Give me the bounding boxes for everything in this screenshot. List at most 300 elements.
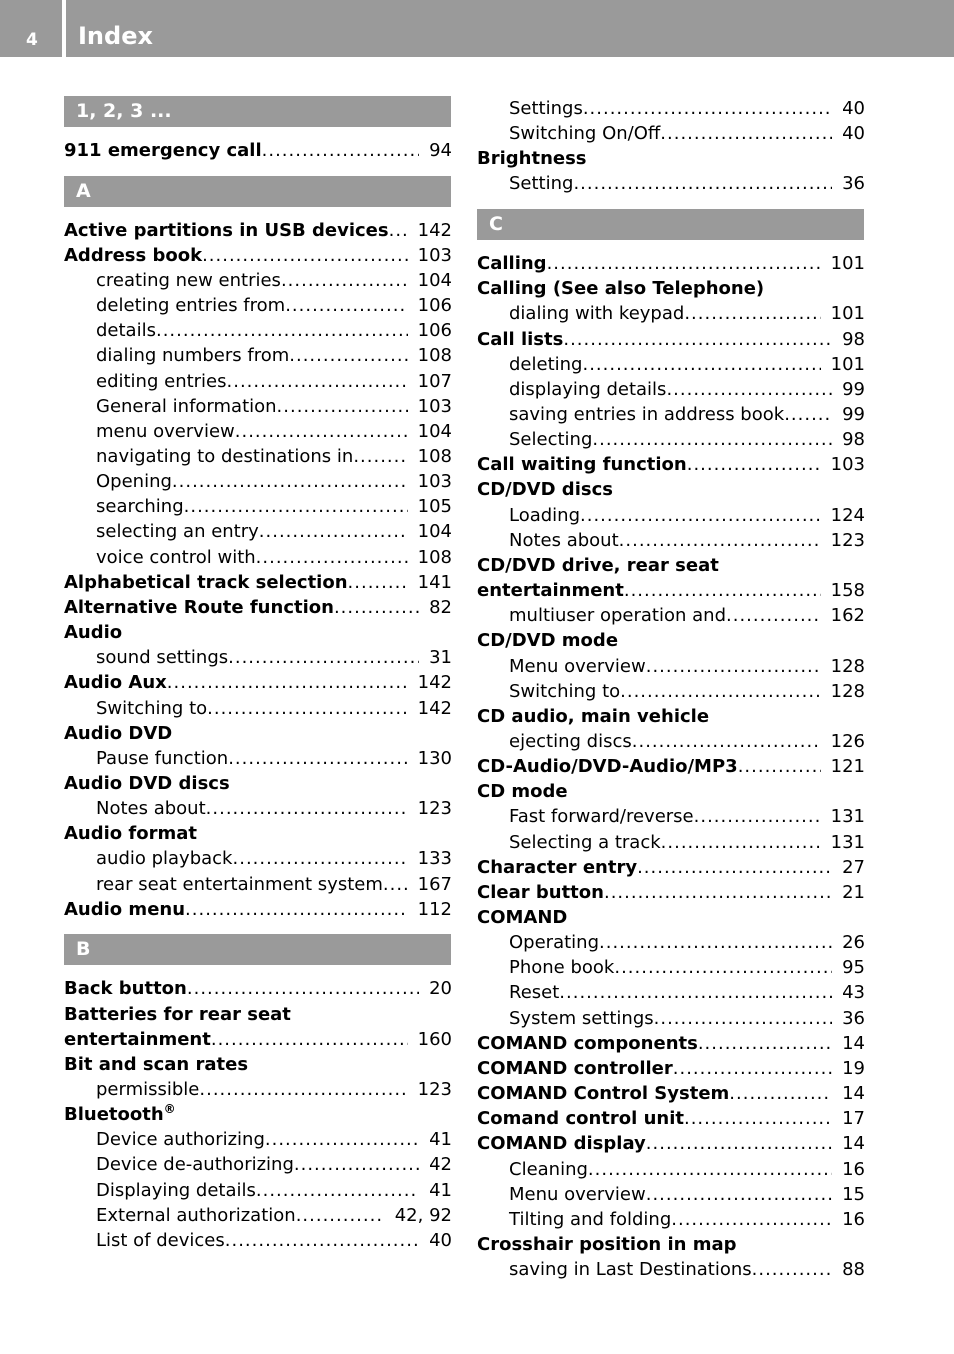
entry-label: searching (96, 496, 184, 518)
index-entry (477, 704, 865, 729)
dot-leader (694, 804, 821, 829)
page-reference[interactable]: 14 (842, 1133, 865, 1155)
index-entry (64, 897, 452, 922)
index-entry (64, 218, 452, 243)
dot-leader (167, 670, 408, 695)
page-reference[interactable]: 123 (417, 1078, 452, 1100)
index-subentry (96, 318, 452, 343)
dot-leader (296, 1203, 385, 1228)
page-reference[interactable]: 41 (429, 1129, 452, 1151)
index-entry (64, 976, 452, 1001)
dot-leader (228, 645, 419, 670)
dot-leader (184, 494, 408, 519)
dot-leader (752, 1257, 832, 1282)
dot-leader (199, 1077, 407, 1102)
page-reference[interactable]: 142 (417, 697, 452, 719)
page-reference[interactable]: 104 (417, 269, 452, 291)
page-reference[interactable]: 123 (830, 529, 865, 551)
dot-leader (599, 930, 832, 955)
dot-leader (294, 1152, 419, 1177)
dot-leader (624, 578, 821, 603)
entry-label: voice control with (96, 546, 256, 568)
entry-label: entertainment (64, 1028, 211, 1050)
page-reference[interactable]: 121 (830, 756, 865, 778)
page-reference[interactable]: 128 (830, 655, 865, 677)
entry-label: Loading (509, 504, 581, 526)
index-subentry (96, 268, 452, 293)
page-reference[interactable]: 130 (417, 747, 452, 769)
page-reference[interactable]: 19 (842, 1057, 865, 1079)
index-entry (477, 1056, 865, 1081)
dot-leader (673, 1056, 832, 1081)
entry-label: Switching On/Off (509, 123, 661, 145)
entry-label: Audio Aux (64, 672, 167, 694)
index-subentry (96, 846, 452, 871)
dot-leader (573, 171, 832, 196)
dot-leader (726, 603, 821, 628)
index-subentry (509, 955, 865, 980)
index-entry (477, 1106, 865, 1131)
page-reference[interactable]: 124 (830, 504, 865, 526)
entry-label: saving entries in address book (509, 404, 785, 425)
index-subentry (509, 377, 865, 402)
entry-label: dialing with keypad (509, 303, 685, 325)
entry-label: Audio DVD (64, 722, 173, 744)
index-entry (477, 553, 865, 578)
entry-label: Notes about (509, 529, 619, 551)
dot-leader (225, 1228, 419, 1253)
dot-leader (698, 1031, 832, 1056)
index-subentry (509, 930, 865, 955)
index-entry (477, 578, 865, 603)
page-reference[interactable]: 98 (842, 429, 865, 451)
index-subentry (509, 830, 865, 855)
dot-leader (620, 679, 821, 704)
page-reference[interactable]: 21 (842, 881, 865, 903)
page-reference[interactable]: 103 (417, 395, 452, 417)
page-reference[interactable]: 26 (842, 932, 865, 954)
entry-label: displaying details (509, 378, 667, 400)
page-reference[interactable]: 95 (842, 957, 865, 979)
entry-label: Call lists (477, 328, 564, 350)
dot-leader (228, 746, 407, 771)
dot-leader (646, 1131, 832, 1156)
page-reference[interactable]: 141 (417, 571, 452, 593)
index-subentry (96, 343, 452, 368)
entry-label: Opening (96, 471, 172, 493)
page-reference[interactable]: 88 (842, 1259, 865, 1281)
index-subentry (96, 1077, 452, 1102)
page-header (0, 0, 954, 57)
entry-label: COMAND controller (477, 1057, 673, 1079)
entry-label: permissible (96, 1078, 200, 1100)
dot-leader (592, 427, 832, 452)
index-entry (64, 138, 452, 163)
entry-label: CD/DVD mode (477, 630, 619, 652)
index-entry (64, 721, 452, 746)
page-number: 4 (26, 30, 38, 50)
index-entry (64, 771, 452, 796)
section-header: 1, 2, 3 ... (64, 96, 451, 127)
page-reference[interactable]: 142 (417, 219, 452, 241)
page-reference[interactable]: 101 (830, 253, 865, 275)
section-header: C (477, 209, 864, 240)
page-reference[interactable]: 104 (417, 420, 452, 442)
page-reference[interactable]: 43 (842, 982, 865, 1004)
entry-label: deleting (509, 353, 583, 375)
dot-leader (262, 138, 419, 163)
index-entry (64, 243, 452, 268)
index-subentry (509, 729, 865, 754)
dot-leader (277, 394, 408, 419)
index-entry (477, 327, 865, 352)
index-entry (477, 276, 865, 301)
index-entry (64, 620, 452, 645)
page-reference[interactable]: 15 (842, 1183, 865, 1205)
entry-label: Tilting and folding (509, 1208, 672, 1230)
index-subentry (509, 1257, 865, 1282)
page-reference[interactable]: 40 (842, 98, 865, 119)
dot-leader (265, 1127, 419, 1152)
page-reference[interactable]: 131 (830, 831, 865, 853)
entry-label: Switching to (96, 697, 208, 719)
dot-leader (687, 452, 821, 477)
dot-leader (256, 1178, 419, 1203)
page-reference[interactable]: 142 (417, 672, 452, 694)
entry-label: COMAND (477, 907, 568, 928)
dot-leader (614, 955, 832, 980)
entry-label: editing entries (96, 370, 227, 392)
index-subentry (509, 1157, 865, 1182)
index-subentry (96, 419, 452, 444)
dot-leader (256, 545, 408, 570)
page-reference[interactable]: 40 (429, 1229, 452, 1251)
page-reference[interactable]: 126 (830, 730, 865, 752)
page-reference[interactable]: 14 (842, 1032, 865, 1054)
page-reference[interactable]: 123 (417, 798, 452, 820)
index-entry (477, 880, 865, 905)
dot-leader (583, 96, 832, 121)
page-reference[interactable]: 42 (429, 1154, 452, 1176)
dot-leader (559, 980, 832, 1005)
index-entry (64, 1027, 452, 1052)
page-reference[interactable]: 27 (842, 856, 865, 878)
index-subentry (96, 369, 452, 394)
dot-leader (383, 872, 408, 897)
dot-leader (289, 343, 407, 368)
entry-label: audio playback (96, 848, 233, 870)
entry-label: Audio (64, 622, 123, 644)
page-reference[interactable]: 103 (417, 471, 452, 493)
entry-label: Cleaning (509, 1158, 588, 1180)
entry-label: multiuser operation and (509, 605, 726, 627)
dot-leader (588, 1157, 832, 1182)
entry-label: rear seat entertainment system (96, 873, 383, 895)
page-reference[interactable]: 36 (842, 173, 865, 195)
entry-label: selecting an entry (96, 521, 259, 543)
page-reference[interactable]: 162 (830, 605, 865, 627)
page-reference[interactable]: 20 (429, 978, 452, 1000)
index-subentry (96, 469, 452, 494)
page-reference[interactable]: 41 (429, 1179, 452, 1201)
dot-leader (156, 318, 408, 343)
entry-label: Back button (64, 978, 187, 1000)
entry-label: entertainment (477, 580, 624, 602)
index-entry (477, 628, 865, 653)
page-reference[interactable]: 158 (830, 580, 865, 602)
index-entry (477, 452, 865, 477)
index-entry (477, 1131, 865, 1156)
index-entry (477, 1031, 865, 1056)
page-reference[interactable]: 112 (417, 898, 452, 920)
page-reference[interactable]: 99 (842, 378, 865, 400)
dot-leader (729, 1081, 832, 1106)
dot-leader (684, 1106, 832, 1131)
page-reference[interactable]: 108 (417, 446, 452, 467)
dot-leader (580, 503, 821, 528)
index-subentry (509, 980, 865, 1005)
dot-leader (738, 754, 821, 779)
index-subentry (509, 1207, 865, 1232)
entry-label: details (96, 320, 156, 342)
entry-label: Device authorizing (96, 1129, 265, 1151)
entry-label: navigating to destinations in (96, 446, 354, 467)
index-entry (477, 1232, 865, 1257)
entry-label: Fast forward/reverse (509, 806, 694, 828)
index-entry (64, 821, 452, 846)
page-reference[interactable]: 106 (417, 320, 452, 342)
page-reference[interactable]: 107 (417, 370, 452, 392)
index-subentry (96, 746, 452, 771)
index-subentry (96, 1127, 452, 1152)
index-entry (477, 146, 865, 171)
entry-label: Pause function (96, 747, 229, 769)
index-subentry (96, 1203, 452, 1228)
entry-label: Call waiting function (477, 454, 687, 476)
entry-label: CD mode (477, 781, 568, 803)
dot-leader (619, 528, 821, 553)
header-divider (62, 0, 66, 57)
index-subentry (96, 1178, 452, 1203)
dot-leader (660, 121, 832, 146)
index-subentry (96, 394, 452, 419)
dot-leader (389, 218, 408, 243)
dot-leader (348, 570, 408, 595)
index-entry (64, 1002, 452, 1027)
entry-label: CD/DVD drive, rear seat (477, 554, 719, 576)
entry-label: Menu overview (509, 655, 646, 677)
entry-label: Bluetooth® (64, 1102, 176, 1126)
page-reference[interactable]: 103 (417, 244, 452, 266)
page-reference[interactable]: 16 (842, 1208, 865, 1230)
entry-label: Menu overview (509, 1183, 646, 1205)
registered-mark: ® (163, 1102, 176, 1117)
index-subentry (509, 301, 865, 326)
index-entry (477, 779, 865, 804)
dot-leader (202, 243, 408, 268)
dot-leader (684, 301, 820, 326)
page-reference[interactable]: 103 (830, 454, 865, 476)
entry-label: Address book (64, 244, 203, 266)
index-subentry (509, 804, 865, 829)
entry-label: Displaying details (96, 1179, 256, 1201)
page-reference[interactable]: 104 (417, 521, 452, 543)
dot-leader (671, 1207, 832, 1232)
dot-leader (281, 268, 408, 293)
index-subentry (509, 171, 865, 196)
entry-label: COMAND Control System (477, 1083, 730, 1105)
index-entry (477, 754, 865, 779)
index-entry (64, 1052, 452, 1077)
page-reference[interactable]: 14 (842, 1083, 865, 1105)
entry-label: CD/DVD discs (477, 479, 613, 501)
dot-leader (666, 377, 832, 402)
entry-label: Operating (509, 932, 599, 954)
index-subentry (509, 1006, 865, 1031)
page-title: Index (78, 22, 153, 50)
index-entry (477, 477, 865, 502)
index-subentry (509, 352, 865, 377)
index-subentry (509, 603, 865, 628)
entry-label: 911 emergency call (64, 140, 262, 161)
entry-label: Audio format (64, 823, 198, 845)
page-reference[interactable]: 133 (417, 848, 452, 870)
page-reference[interactable]: 42, 92 (394, 1204, 452, 1226)
index-subentry (509, 679, 865, 704)
entry-label: dialing numbers from (96, 345, 290, 367)
page-reference[interactable]: 36 (842, 1007, 865, 1029)
page-reference[interactable]: 40 (842, 123, 865, 145)
index-subentry (509, 427, 865, 452)
dot-leader (353, 444, 407, 469)
dot-leader (646, 1182, 832, 1207)
dot-leader (227, 369, 408, 394)
entry-label: System settings (509, 1007, 654, 1029)
index-subentry (96, 645, 452, 670)
entry-label: Calling (477, 253, 547, 275)
page-reference[interactable]: 98 (842, 328, 865, 350)
page-reference[interactable]: 106 (417, 295, 452, 317)
entry-label: Device de-authorizing (96, 1154, 294, 1176)
entry-label: Clear button (477, 881, 604, 903)
entry-label: Selecting (509, 429, 593, 451)
page-reference[interactable]: 101 (830, 353, 865, 375)
section-header: A (64, 176, 451, 207)
page-reference[interactable]: 99 (842, 404, 865, 425)
page-reference[interactable]: 31 (429, 647, 452, 669)
page-reference[interactable]: 131 (830, 806, 865, 828)
index-entry (64, 570, 452, 595)
dot-leader (235, 419, 408, 444)
entry-label: List of devices (96, 1229, 225, 1251)
page-reference[interactable]: 101 (830, 303, 865, 325)
index-entry (64, 670, 452, 695)
entry-label: sound settings (96, 647, 229, 669)
index-subentry (509, 654, 865, 679)
index-entry (477, 855, 865, 880)
page-reference[interactable]: 82 (429, 596, 452, 618)
index-subentry (96, 872, 452, 897)
index-subentry (96, 696, 452, 721)
entry-label: Alphabetical track selection (64, 571, 348, 593)
entry-label: General information (96, 395, 277, 417)
page-reference[interactable]: 94 (429, 140, 452, 161)
dot-leader (211, 1027, 408, 1052)
entry-label: COMAND components (477, 1032, 698, 1054)
entry-label: Audio menu (64, 898, 186, 920)
dot-leader (604, 880, 832, 905)
index-subentry (96, 444, 452, 469)
entry-label: COMAND display (477, 1133, 646, 1155)
dot-leader (661, 830, 821, 855)
dot-leader (784, 402, 832, 427)
entry-label: Phone book (509, 957, 615, 979)
entry-label: Bit and scan rates (64, 1053, 249, 1075)
entry-label: Notes about (96, 798, 206, 820)
dot-leader (206, 796, 408, 821)
entry-label: CD-Audio/DVD-Audio/MP3 (477, 756, 738, 778)
dot-leader (334, 595, 419, 620)
entry-label: creating new entries (96, 269, 281, 291)
index-subentry (509, 96, 865, 121)
index-subentry (96, 1152, 452, 1177)
index-subentry (509, 503, 865, 528)
entry-label: saving in Last Destinations (509, 1259, 752, 1281)
dot-leader (207, 696, 408, 721)
entry-label: External authorization (96, 1204, 296, 1226)
index-subentry (96, 796, 452, 821)
page-reference[interactable]: 167 (417, 873, 452, 895)
page-reference[interactable]: 160 (417, 1028, 452, 1050)
entry-label: menu overview (96, 420, 235, 442)
entry-label: Comand control unit (477, 1108, 684, 1130)
index-entry (64, 595, 452, 620)
entry-label: Batteries for rear seat (64, 1003, 291, 1025)
dot-leader (185, 897, 408, 922)
index-entry (477, 251, 865, 276)
page-reference[interactable]: 108 (417, 546, 452, 568)
dot-leader (187, 976, 419, 1001)
page-reference[interactable]: 16 (842, 1158, 865, 1180)
index-subentry (509, 528, 865, 553)
entry-label: Active partitions in USB devices (64, 219, 389, 241)
section-header: B (64, 934, 451, 965)
entry-label: Settings (509, 98, 583, 119)
entry-label: CD audio, main vehicle (477, 705, 710, 727)
index-subentry (509, 402, 865, 427)
entry-label: Alternative Route function (64, 596, 334, 618)
page-reference[interactable]: 128 (830, 680, 865, 702)
page-reference[interactable]: 17 (842, 1108, 865, 1130)
index-subentry (96, 519, 452, 544)
dot-leader (582, 352, 820, 377)
index-subentry (96, 545, 452, 570)
dot-leader (259, 519, 408, 544)
index-entry (477, 1081, 865, 1106)
entry-label: Audio DVD discs (64, 772, 230, 794)
index-entry (477, 905, 865, 930)
entry-label: Character entry (477, 856, 638, 878)
dot-leader (172, 469, 408, 494)
entry-label: Reset (509, 982, 560, 1004)
dot-leader (637, 855, 832, 880)
index-subentry (96, 293, 452, 318)
entry-label: Switching to (509, 680, 621, 702)
page-reference[interactable]: 105 (417, 496, 452, 518)
entry-label: Crosshair position in map (477, 1233, 737, 1255)
page-reference[interactable]: 108 (417, 345, 452, 367)
entry-label: deleting entries from (96, 295, 286, 317)
